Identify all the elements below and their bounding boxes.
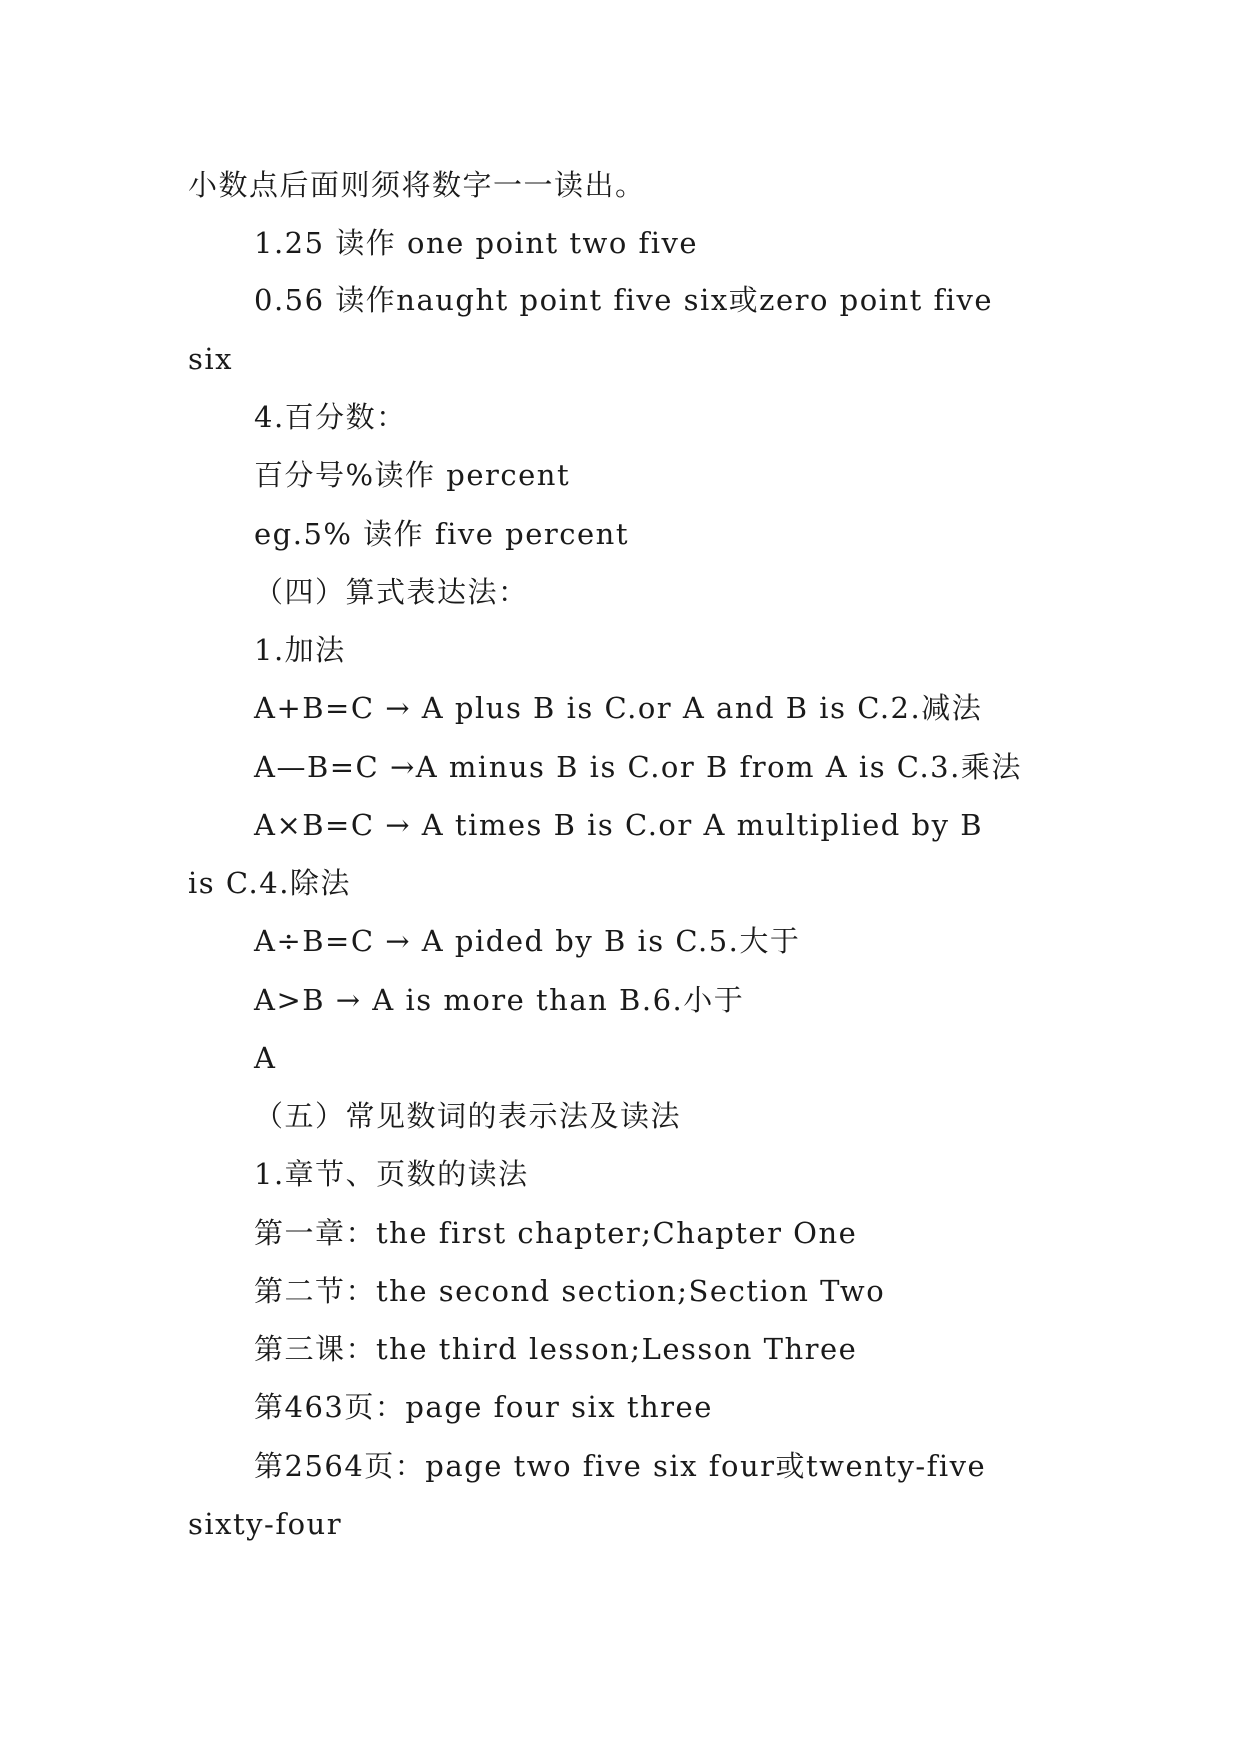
text-line: 1.加法 [254,633,346,667]
text-line: 第2564页：page two five six four或twenty-five [254,1449,987,1483]
text-line: A×B=C → A times B is C.or A multiplied by B [254,808,984,842]
section-heading: （五）常见数词的表示法及读法 [254,1099,682,1133]
text-line: A [254,1041,277,1075]
text-line: 0.56 读作naught point five six或zero point five [254,283,994,317]
text-line: 4.百分数： [254,400,407,434]
text-line: 1.章节、页数的读法 [254,1157,529,1191]
text-line: A>B → A is more than B.6.小于 [254,983,745,1017]
section-heading: （四）算式表达法： [254,575,529,609]
text-line: 百分号%读作 percent [254,458,571,492]
text-line: 第三课：the third lesson;Lesson Three [254,1332,858,1366]
text-line: 第一章：the first chapter;Chapter One [254,1216,858,1250]
text-line: A—B=C →A minus B is C.or B from A is C.3.乘法 [254,750,1022,784]
text-line: 小数点后面则须将数字一一读出。 [188,168,646,202]
text-line: 第二节：the second section;Section Two [254,1274,886,1308]
text-line: 1.25 读作 one point two five [254,226,699,260]
text-line: six [188,342,234,376]
text-line: A÷B=C → A pided by B is C.5.大于 [254,924,801,958]
text-line: 第463页：page four six three [254,1390,713,1424]
text-line: eg.5% 读作 five percent [254,517,629,551]
text-line: sixty-four [188,1507,343,1541]
text-line: A+B=C → A plus B is C.or A and B is C.2.减法 [254,691,983,725]
text-line: is C.4.除法 [188,866,351,900]
